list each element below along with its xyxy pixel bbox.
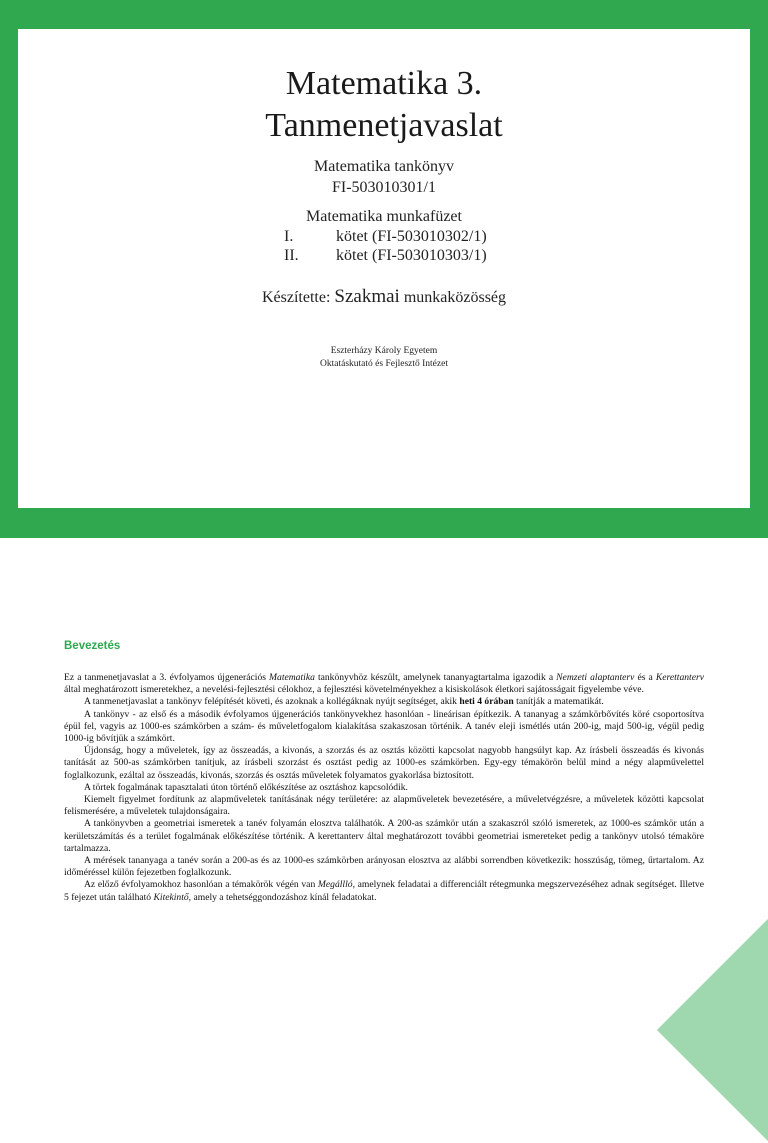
section-heading: Bevezetés — [64, 640, 121, 652]
textbook-label: Matematika tankönyv — [314, 158, 454, 175]
made-by-bold: Szakmai — [334, 286, 400, 307]
volume-2-number: II. — [284, 247, 299, 264]
made-by-suffix: munkaközösség — [403, 289, 507, 306]
paragraph-1: Ez a tanmenetjavaslat a 3. évfolyamos újgenerációs Matematika tankönyvhöz készült, amelynek tananyagtartalma igazodik a Nemzeti alaptanterv és a Kerettanterv által meghatározott ismeretekhez, a nevelési-fejlesztési célokhoz, a fejlesztési követelményekhez a kisiskolások életkori sajátosságait figyelembe véve. — [64, 672, 704, 696]
paragraph-4: Újdonság, hogy a műveletek, így az összeadás, a kivonás, a szorzás és az osztás közötti kapcsolat nagyobb hangsúlyt kap. Az írásbeli összeadás és kivonás tanítását az 500-as számkörben tanítjuk, az írásbeli szorzást és osztást pedig az 1000-es számkörben. Egy-egy témakörön belül mind a négy alapművelettel foglalkozunk, ezáltal az összeadás, kivonás, szorzás és osztás műveletek folyamatos gyakorlása biztosított. — [64, 745, 704, 781]
paragraph-6: Kiemelt figyelmet fordítunk az alapműveletek tanításának négy területére: az alapműveletek bevezetésére, a műveletvégzésre, a műveletek közötti kapcsolat felismerésére, a műveletek tulajdonságaira. — [64, 794, 704, 818]
institution-department: Oktatáskutató és Fejlesztő Intézet — [320, 359, 448, 369]
cover-title-line2: Tanmenetjavaslat — [265, 107, 503, 144]
paragraph-5: A törtek fogalmának tapasztalati úton történő előkészítése az osztáshoz kapcsolódik. — [84, 781, 408, 793]
paragraph-3: A tankönyv - az első és a második évfolyamos újgenerációs tankönyvekhez hasonlóan - lineárisan építkezik. A tananyag a számkörbővítés köré csoportosítva épül fel, vagyis az 1000-es számkörben a szám- és műveletfogalom kialakítása szakaszosan történik. A tanév eleji ismétlés után 200-ig, majd 500-ig, végül pedig 1000-ig bővítjük a számkört. — [64, 708, 704, 745]
paragraph-7: A tankönyvben a geometriai ismeretek a tanév folyamán elosztva találhatók. A 200-as számkör után a szakaszról szóló ismeretek, az 1000-es számkör után a kerületszámítás és a terület fogalmának előkészítése történik. A kerettanterv által meghatározott további geometriai ismereteket pedig a tankönyv utolsó témaköre tartalmazza. — [64, 818, 704, 854]
workbook-label: Matematika munkafüzet — [306, 208, 462, 225]
made-by-prefix: Készítette: — [261, 289, 331, 306]
made-by — [0, 286, 768, 308]
volume-1-number: I. — [284, 228, 294, 245]
paragraph-2: A tanmenetjavaslat a tankönyv felépítését követi, és azoknak a kollégáknak nyújt segítséget, akik heti 4 órában tanítják a matematikát. — [84, 696, 604, 708]
paragraph-8: A mérések tananyaga a tanév során a 200-as és az 1000-es számkörben arányosan elosztva az alábbi sorrendben következik: hosszúság, tömeg, űrtartalom. Az időméréssel külön fejezetben foglalkozunk. — [64, 855, 704, 879]
volume-1-text: kötet (FI-503010302/1) — [336, 228, 487, 245]
paragraph-9: Az előző évfolyamokhoz hasonlóan a témakörök végén van Megállló, amelynek feladatai a differenciált rétegmunka megszervezéséhez adnak segítséget. Illetve 5 fejezet után található Kitekintő, amely a tehetséggondozáshoz kínál feladatokat. — [64, 879, 704, 903]
corner-decoration — [657, 917, 768, 1143]
cover-title-line1: Matematika 3. — [285, 65, 483, 102]
intro-body — [64, 672, 704, 904]
volume-2-text: kötet (FI-503010303/1) — [336, 247, 487, 264]
institution-name: Eszterházy Károly Egyetem — [330, 346, 438, 356]
textbook-code: FI-503010301/1 — [332, 179, 436, 196]
